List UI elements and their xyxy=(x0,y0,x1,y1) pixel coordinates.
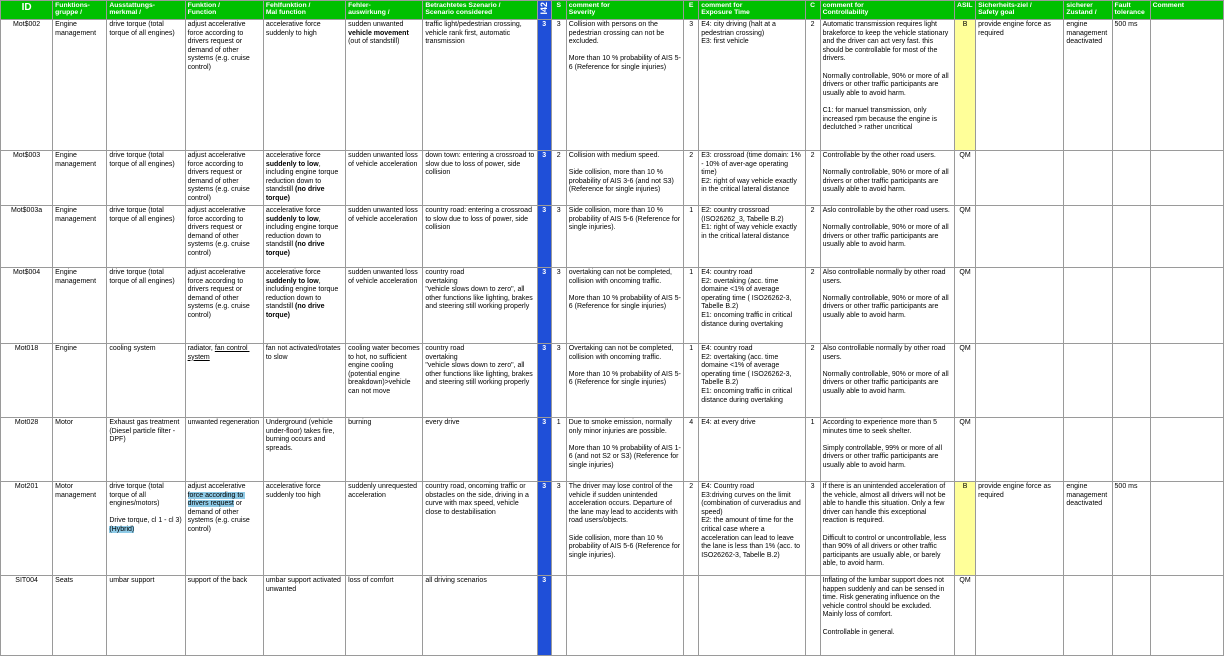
function-underlined-text: fan control system xyxy=(187,345,250,361)
cell-fault-tolerance[interactable] xyxy=(1112,344,1150,418)
cell-controllability-comment[interactable]: Also controllable normally by other road users. Normally controllable, 90% or more of all drivers or other traffic participants are usually able to avoid harm. xyxy=(820,344,954,418)
malfunction-text: accelerative force xyxy=(265,152,323,159)
header-funktionsgruppe: Funktions- gruppe / xyxy=(53,1,107,20)
cell-feature[interactable]: Exhaust gas treatment (Diesel particle filter - DPF) xyxy=(107,418,185,482)
cell-s[interactable]: 3 xyxy=(551,268,566,344)
cell-asil[interactable]: B xyxy=(955,20,976,151)
cell-comment[interactable] xyxy=(1150,268,1223,344)
cell-exposure-comment[interactable]: E4: city driving (halt at a pedestrian crossing) E3: first vehicle xyxy=(699,20,805,151)
cell-scenario[interactable]: down town: entering a crossroad to slow due to loss of power, side collision xyxy=(423,151,537,206)
cell-function[interactable]: adjust accelerative force according to drivers request or demand of other systems (e.g. cruise control) xyxy=(185,20,263,151)
cell-comment[interactable] xyxy=(1150,418,1223,482)
header-id: ID xyxy=(1,1,53,20)
cell-blue[interactable]: 3 xyxy=(537,418,551,482)
header-blue-column xyxy=(537,1,551,20)
header-comment: Comment xyxy=(1150,1,1223,20)
cell-e[interactable]: 2 xyxy=(684,151,699,206)
header-s: S xyxy=(551,1,566,20)
cell-malfunction[interactable]: umbar support activated unwanted xyxy=(263,576,345,656)
cell-scenario[interactable]: traffic light/pedestrian crossing, vehicle rank first, automatic transmission xyxy=(423,20,537,151)
malfunction-text-mid: , including engine torque reduction down to standstill xyxy=(265,215,341,249)
cell-effect[interactable] xyxy=(346,20,423,151)
cell-group[interactable]: Motor management xyxy=(53,482,107,576)
cell-exposure-comment[interactable]: E4: country road E2: overtaking (acc. time domaine <1% of average operating time ( ISO26262-3, Tabelle B.2) E1: oncoming traffic in critical distance during overtaking xyxy=(699,344,805,418)
effect-text-end: (out of standstill) xyxy=(348,29,411,46)
cell-c[interactable]: 2 xyxy=(805,344,820,418)
malfunction-bold-text-2: (no drive torque) xyxy=(265,186,327,202)
header-fehlfunktion: Fehlfunktion / Mal function xyxy=(263,1,345,20)
cell-malfunction[interactable] xyxy=(263,206,345,268)
cell-blue[interactable]: 3 xyxy=(537,151,551,206)
cell-feature[interactable]: cooling system xyxy=(107,344,185,418)
cell-s[interactable]: 3 xyxy=(551,482,566,576)
cell-scenario[interactable]: country road overtaking "vehicle slows down to zero", all other functions like lighting, brakes and steering still working properly xyxy=(423,268,537,344)
cell-safe-state[interactable] xyxy=(1064,576,1112,656)
cell-malfunction[interactable] xyxy=(263,268,345,344)
cell-function[interactable]: adjust accelerative force according to drivers request or demand of other systems (e.g. cruise control) xyxy=(185,151,263,206)
cell-c[interactable] xyxy=(805,576,820,656)
cell-e[interactable]: 2 xyxy=(684,482,699,576)
table-row xyxy=(1,418,1224,482)
cell-safety-goal[interactable] xyxy=(976,344,1064,418)
cell-c[interactable]: 1 xyxy=(805,418,820,482)
cell-group[interactable]: Engine xyxy=(53,344,107,418)
cell-severity-comment[interactable]: overtaking can not be completed, collision with oncoming traffic. More than 10 % probability of AIS 5-6 (Reference for single injuries) xyxy=(566,268,683,344)
malfunction-text-mid: , including engine torque reduction down to standstill xyxy=(265,277,341,311)
cell-function[interactable]: adjust accelerative force according to drivers request or demand of other systems (e.g. cruise control) xyxy=(185,206,263,268)
table-row xyxy=(1,206,1224,268)
cell-e[interactable]: 1 xyxy=(684,268,699,344)
cell-comment[interactable] xyxy=(1150,20,1223,151)
cell-id[interactable]: SIT004 xyxy=(1,576,53,656)
cell-group[interactable]: Seats xyxy=(53,576,107,656)
cell-id[interactable]: Mot$004 xyxy=(1,268,53,344)
cell-exposure-comment[interactable]: E4: country road E2: overtaking (acc. time domaine <1% of average operating time ( ISO26262-3, Tabelle B.2) E1: oncoming traffic in critical distance during overtaking xyxy=(699,268,805,344)
header-safe-state: sicherer Zustand / xyxy=(1064,1,1112,20)
cell-scenario[interactable]: all driving scenarios xyxy=(423,576,537,656)
cell-e[interactable] xyxy=(684,576,699,656)
malfunction-bold-text-2: (no drive torque) xyxy=(265,303,327,319)
cell-safe-state[interactable]: engine management deactivated xyxy=(1064,20,1112,151)
effect-bold-text: vehicle movement xyxy=(348,29,409,37)
cell-function[interactable] xyxy=(185,344,263,418)
function-text-end: or demand of other systems (e.g. cruise control) xyxy=(187,500,252,533)
cell-fault-tolerance[interactable] xyxy=(1112,206,1150,268)
cell-asil[interactable]: QM xyxy=(955,151,976,206)
cell-safety-goal[interactable] xyxy=(976,576,1064,656)
cell-scenario[interactable]: country road overtaking "vehicle slows down to zero", all other functions like lighting, brakes and steering still working properly xyxy=(423,344,537,418)
cell-exposure-comment[interactable]: E4: Country road E3:driving curves on the limit (combination of curveradius and speed) E2: the amount of time for the critical case where a acceleration can lead to leave the lane is less than 1% (acc. to ISO26262-3, Tabelle B.2) xyxy=(699,482,805,576)
cell-s[interactable]: 3 xyxy=(551,344,566,418)
feature-highlight-text: (Hybrid) xyxy=(109,525,135,533)
cell-safety-goal[interactable]: provide engine force as required xyxy=(976,20,1064,151)
header-fault-tolerance: Fault tolerance xyxy=(1112,1,1150,20)
cell-feature[interactable]: drive torque (total torque of all engines) xyxy=(107,268,185,344)
cell-id[interactable]: Mot028 xyxy=(1,418,53,482)
cell-safety-goal[interactable] xyxy=(976,206,1064,268)
cell-controllability-comment[interactable]: According to experience more than 5 minutes time to seek shelter. Simply controllable, 99% or more of all drivers or other traffic participants are usually able to avoid harm. xyxy=(820,418,954,482)
cell-c[interactable]: 2 xyxy=(805,20,820,151)
cell-e[interactable]: 3 xyxy=(684,20,699,151)
table-row xyxy=(1,344,1224,418)
cell-fault-tolerance[interactable] xyxy=(1112,268,1150,344)
malfunction-text: accelerative force xyxy=(265,269,323,276)
cell-malfunction[interactable]: accelerative force suddenly to high xyxy=(263,20,345,151)
table-row xyxy=(1,576,1224,656)
cell-controllability-comment[interactable]: If there is an unintended acceleration of the vehicle, almost all drivers will not be able to handle this situation. Only a few driver can handle this exceptional reaction is required. Difficult to control or uncontrollable, less than 90% of all drivers or other traffic participants are usually able, or barely able, to avoid harm. xyxy=(820,482,954,576)
cell-safe-state[interactable] xyxy=(1064,344,1112,418)
cell-comment[interactable] xyxy=(1150,482,1223,576)
cell-effect[interactable]: sudden unwanted loss of vehicle acceleration xyxy=(346,268,423,344)
cell-safe-state[interactable] xyxy=(1064,151,1112,206)
malfunction-bold-text: suddenly to low xyxy=(265,277,319,285)
cell-asil[interactable]: QM xyxy=(955,206,976,268)
cell-blue[interactable]: 3 xyxy=(537,482,551,576)
header-fehlerauswirkung: Fehler- auswirkung / xyxy=(346,1,423,20)
cell-group[interactable]: Motor xyxy=(53,418,107,482)
function-text: adjust accelerative xyxy=(187,483,248,490)
cell-blue[interactable]: 3 xyxy=(537,576,551,656)
cell-c[interactable]: 3 xyxy=(805,482,820,576)
cell-safe-state[interactable] xyxy=(1064,268,1112,344)
function-text: radiator, xyxy=(187,345,215,352)
cell-feature[interactable]: drive torque (total torque of all engines) xyxy=(107,206,185,268)
cell-feature[interactable]: umbar support xyxy=(107,576,185,656)
cell-malfunction[interactable]: Underground (vehicle under-floor) takes fire, burning occurs and spreads. xyxy=(263,418,345,482)
cell-e[interactable]: 1 xyxy=(684,344,699,418)
cell-id[interactable]: Mot$003 xyxy=(1,151,53,206)
cell-s[interactable]: 1 xyxy=(551,418,566,482)
cell-safety-goal[interactable] xyxy=(976,151,1064,206)
cell-e[interactable]: 4 xyxy=(684,418,699,482)
cell-blue[interactable]: 3 xyxy=(537,344,551,418)
malfunction-bold-text: suddenly to low xyxy=(265,160,319,168)
feature-text-2: Drive torque, cl 1 - cl 3) xyxy=(109,517,182,525)
cell-controllability-comment[interactable]: Also controllable normally by other road users. Normally controllable, 90% or more of all drivers or other traffic participants are usually able to avoid harm. xyxy=(820,268,954,344)
cell-effect[interactable]: sudden unwanted loss of vehicle acceleration xyxy=(346,151,423,206)
cell-fault-tolerance[interactable] xyxy=(1112,418,1150,482)
cell-fault-tolerance[interactable] xyxy=(1112,576,1150,656)
cell-safety-goal[interactable]: provide engine force as required xyxy=(976,482,1064,576)
function-highlight-text: force according to drivers request xyxy=(187,491,246,508)
malfunction-bold-text-2: (no drive torque) xyxy=(265,241,327,257)
cell-asil[interactable]: QM xyxy=(955,344,976,418)
cell-asil[interactable]: B xyxy=(955,482,976,576)
cell-severity-comment[interactable]: Side collision, more than 10 % probability of AIS 5-6 (Reference for single injuries). xyxy=(566,206,683,268)
cell-id[interactable]: Mot$002 xyxy=(1,20,53,151)
malfunction-bold-text: suddenly to low xyxy=(265,215,319,223)
cell-exposure-comment[interactable]: E2: country crossroad (ISO26262_3, Tabelle B.2) E1: right of way vehicle exactly in the critical lateral distance xyxy=(699,206,805,268)
cell-effect[interactable]: suddenly unrequested acceleration xyxy=(346,482,423,576)
cell-comment[interactable] xyxy=(1150,576,1223,656)
cell-scenario[interactable]: every drive xyxy=(423,418,537,482)
cell-safe-state[interactable] xyxy=(1064,418,1112,482)
cell-group[interactable]: Engine management xyxy=(53,206,107,268)
table-row xyxy=(1,151,1224,206)
cell-id[interactable]: Mot018 xyxy=(1,344,53,418)
cell-c[interactable]: 2 xyxy=(805,206,820,268)
header-asil: ASIL xyxy=(955,1,976,20)
cell-feature[interactable]: drive torque (total torque of all engines) xyxy=(107,20,185,151)
cell-safety-goal[interactable] xyxy=(976,268,1064,344)
cell-exposure-comment[interactable]: E4: at every drive xyxy=(699,418,805,482)
header-comment-controllability: comment for Controllability xyxy=(820,1,954,20)
cell-feature[interactable]: drive torque (total torque of all engines) xyxy=(107,151,185,206)
cell-severity-comment[interactable]: The driver may lose control of the vehicle if sudden unintended acceleration occurs. Departure of the lane may lead to accidents with road users/objects. Side collision, more than 10 % probability of AIS 5-6 (Reference for single injuries). xyxy=(566,482,683,576)
header-blue-label: I42 xyxy=(538,2,549,15)
feature-text: drive torque (total torque of all engines/motors) xyxy=(109,483,166,508)
cell-e[interactable]: 1 xyxy=(684,206,699,268)
header-comment-severity: comment for Severity xyxy=(566,1,683,20)
table-row xyxy=(1,268,1224,344)
cell-function[interactable]: unwanted regeneration xyxy=(185,418,263,482)
cell-controllability-comment[interactable]: Aslo controllable by the other road users. Normally controllable, 90% or more of all drivers or other traffic participants are usually able to avoid harm. xyxy=(820,206,954,268)
cell-asil[interactable]: QM xyxy=(955,418,976,482)
cell-blue[interactable]: 3 xyxy=(537,268,551,344)
cell-blue[interactable]: 3 xyxy=(537,20,551,151)
cell-severity-comment[interactable]: Due to smoke emission, normally only minor injuries are possible. More than 10 % probability of AIS 1-6 (and not S2 or S3) (Reference for single injuries) xyxy=(566,418,683,482)
cell-c[interactable]: 2 xyxy=(805,151,820,206)
cell-safety-goal[interactable] xyxy=(976,418,1064,482)
cell-safe-state[interactable] xyxy=(1064,206,1112,268)
cell-s[interactable]: 2 xyxy=(551,151,566,206)
cell-s[interactable] xyxy=(551,576,566,656)
cell-safe-state[interactable]: engine management deactivated xyxy=(1064,482,1112,576)
cell-severity-comment[interactable]: Overtaking can not be completed, collision with oncoming traffic. More than 10 % probability of AIS 5-6 (Reference for single injuries) xyxy=(566,344,683,418)
table-row xyxy=(1,20,1224,151)
cell-malfunction[interactable]: accelerative force suddenly too high xyxy=(263,482,345,576)
cell-controllability-comment[interactable]: Inflating of the lumbar support does not happen suddenly and can be sensed in time. Risk generating influence on the vehicle control should be excluded. Mainly loss of comfort. Controllable in general. xyxy=(820,576,954,656)
cell-asil[interactable]: QM xyxy=(955,576,976,656)
effect-text: sudden unwanted xyxy=(348,21,406,28)
header-e: E xyxy=(684,1,699,20)
cell-fault-tolerance[interactable]: 500 ms xyxy=(1112,482,1150,576)
cell-id[interactable]: Mot201 xyxy=(1,482,53,576)
cell-effect[interactable]: burning xyxy=(346,418,423,482)
cell-function[interactable]: support of the back xyxy=(185,576,263,656)
cell-severity-comment[interactable]: Collision with medium speed. Side collision, more than 10 % probability of AIS 3-6 (and not S3) (Reference for single injuries) xyxy=(566,151,683,206)
cell-s[interactable]: 3 xyxy=(551,206,566,268)
header-c: C xyxy=(805,1,820,20)
cell-blue[interactable]: 3 xyxy=(537,206,551,268)
header-row xyxy=(1,1,1224,20)
header-ausstattung: Ausstattungs- merkmal / xyxy=(107,1,185,20)
cell-scenario[interactable]: country road: entering a crossroad to slow due to loss of power, side collision xyxy=(423,206,537,268)
cell-effect[interactable]: sudden unwanted loss of vehicle acceleration xyxy=(346,206,423,268)
cell-scenario[interactable]: country road, oncoming traffic or obstacles on the side, driving in a curve with max speed, vehicle close to destabilisation xyxy=(423,482,537,576)
cell-malfunction[interactable]: fan not activated/rotates to slow xyxy=(263,344,345,418)
malfunction-text: accelerative force xyxy=(265,207,323,214)
cell-severity-comment[interactable]: Collision with persons on the pedestrian crossing can not be excluded. More than 10 % probability of AIS 5-6 (Reference for single injuries) xyxy=(566,20,683,151)
cell-c[interactable]: 2 xyxy=(805,268,820,344)
cell-s[interactable]: 3 xyxy=(551,20,566,151)
header-safety-goal: Sicherheits-ziel / Safety goal xyxy=(976,1,1064,20)
cell-exposure-comment[interactable] xyxy=(699,576,805,656)
header-szenario: Betrachtetes Szenario / Scenario considered xyxy=(423,1,537,20)
cell-group[interactable]: Engine management xyxy=(53,151,107,206)
header-funktion: Funktion / Function xyxy=(185,1,263,20)
cell-exposure-comment[interactable]: E3: crossroad (time domain: 1% - 10% of aver-age operating time) E2: right of way vehicle exactly in the critical lateral distance xyxy=(699,151,805,206)
cell-function[interactable] xyxy=(185,482,263,576)
header-comment-exposure: comment for Exposure Time xyxy=(699,1,805,20)
table-row xyxy=(1,482,1224,576)
cell-group[interactable]: Engine management xyxy=(53,20,107,151)
cell-comment[interactable] xyxy=(1150,151,1223,206)
cell-malfunction[interactable] xyxy=(263,151,345,206)
cell-comment[interactable] xyxy=(1150,206,1223,268)
cell-asil[interactable]: QM xyxy=(955,268,976,344)
cell-severity-comment[interactable] xyxy=(566,576,683,656)
cell-fault-tolerance[interactable]: 500 ms xyxy=(1112,20,1150,151)
cell-group[interactable]: Engine management xyxy=(53,268,107,344)
cell-feature[interactable] xyxy=(107,482,185,576)
cell-controllability-comment[interactable]: Controllable by the other road users. Normally controllable, 90% or more of all drivers or other traffic participants are usually able to avoid harm. xyxy=(820,151,954,206)
cell-controllability-comment[interactable]: Automatic transmission requires light brakeforce to keep the vehicle stationary and the driver can act very fast. this should be controllable for most of the drivers. Normally controllable, 90% or more of all drivers or other traffic participants are usually able to avoid harm. C1: for manuel transmission, only increased rpm because the engine is declutched > rather uncritical xyxy=(820,20,954,151)
cell-effect[interactable]: loss of comfort xyxy=(346,576,423,656)
cell-comment[interactable] xyxy=(1150,344,1223,418)
cell-fault-tolerance[interactable] xyxy=(1112,151,1150,206)
malfunction-text-mid: , including engine torque reduction down to standstill xyxy=(265,160,341,194)
cell-function[interactable]: adjust accelerative force according to drivers request or demand of other systems (e.g. cruise control) xyxy=(185,268,263,344)
cell-effect[interactable]: cooling water becomes to hot, no sufficient engine cooling (potential engine breakdown)>vehicle can not move xyxy=(346,344,423,418)
cell-id[interactable]: Mot$003a xyxy=(1,206,53,268)
